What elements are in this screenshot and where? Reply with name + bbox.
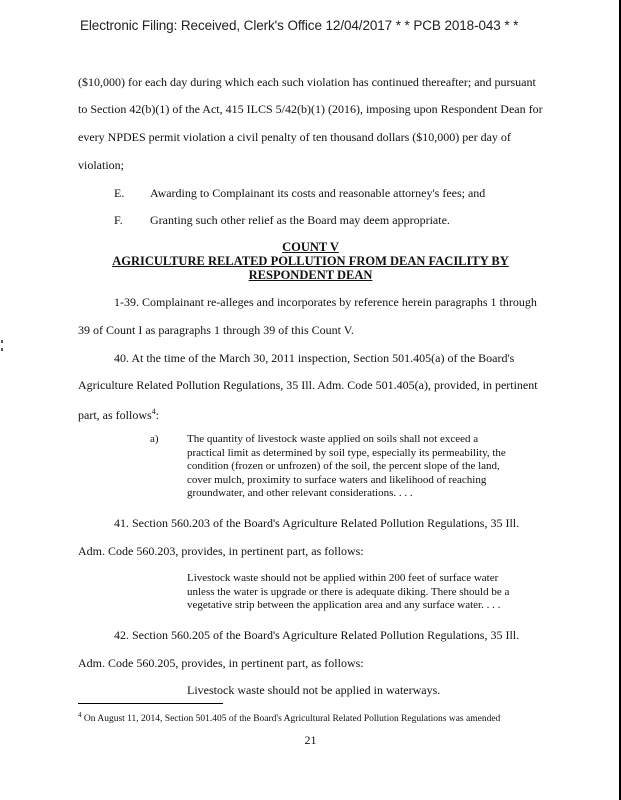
paragraph-line: Adm. Code 560.205, provides, in pertinent part, as follows: — [78, 656, 364, 670]
quote-line: unless the water is upgrade or there is adequate diking. There should be a — [187, 585, 510, 598]
count-title: COUNT V — [282, 240, 339, 254]
paragraph-line: violation; — [78, 158, 124, 172]
item-label: F. — [114, 213, 123, 227]
paragraph-line: 1-39. Complainant re-alleges and incorporates by reference herein paragraphs 1 through — [114, 295, 537, 309]
quote-label: a) — [150, 433, 159, 445]
scan-mark — [1, 348, 3, 351]
paragraph-line: Adm. Code 560.203, provides, in pertinent part, as follows: — [78, 544, 364, 558]
quote-line: The quantity of livestock waste applied on soils shall not exceed a — [187, 433, 479, 445]
paragraph-line: every NPDES permit violation a civil penalty of ten thousand dollars ($10,000) per day of — [78, 130, 511, 144]
quote-line: cover mulch, proximity to surface waters and likelihood of reaching — [187, 473, 487, 486]
paragraph-line: 41. Section 560.203 of the Board's Agriculture Related Pollution Regulations, 35 Ill. — [114, 516, 520, 530]
paragraph-text: part, as follows — [78, 408, 152, 422]
paragraph-line — [78, 405, 159, 422]
footnote — [78, 711, 500, 724]
paragraph-line: 42. Section 560.205 of the Board's Agriculture Related Pollution Regulations, 35 Ill. — [114, 628, 520, 642]
quote-line: Livestock waste should not be applied within 200 feet of surface water — [187, 572, 499, 584]
block-quote: Livestock waste should not be applied in waterways. — [187, 683, 441, 697]
paragraph-line: 39 of Count I as paragraphs 1 through 39 of this Count V. — [78, 323, 354, 337]
block-quote — [187, 572, 509, 613]
quote-line: practical limit as determined by soil type, especially its permeability, the — [187, 446, 506, 459]
paragraph-line: to Section 42(b)(1) of the Act, 415 ILCS 5/42(b)(1) (2016), imposing upon Respondent Dean for — [78, 102, 543, 116]
item-label: E. — [114, 186, 125, 200]
paragraph-line: 40. At the time of the March 30, 2011 inspection, Section 501.405(a) of the Board's — [114, 351, 515, 365]
footnote-text: On August 11, 2014, Section 501.405 of the Board's Agricultural Related Pollution Regulations was amended — [81, 714, 501, 725]
footnote-reference: 4 — [151, 407, 156, 416]
count-subtitle: AGRICULTURE RELATED POLLUTION FROM DEAN FACILITY BY — [112, 254, 509, 268]
footnote-divider — [78, 703, 223, 704]
scan-mark — [1, 340, 3, 343]
block-quote — [187, 433, 506, 501]
page-number: 21 — [304, 733, 317, 747]
paragraph-text: : — [155, 408, 159, 422]
filing-header: Electronic Filing: Received, Clerk's Office 12/04/2017 * * PCB 2018-043 * * — [80, 18, 519, 33]
paragraph-line: ($10,000) for each day during which each such violation has continued thereafter; and pursuant — [78, 75, 536, 89]
item-text: Granting such other relief as the Board may deem appropriate. — [150, 213, 450, 227]
paragraph-line: Agriculture Related Pollution Regulations, 35 Ill. Adm. Code 501.405(a), provided, in pertinent — [78, 378, 538, 392]
quote-line: groundwater, and other relevant considerations. . . . — [187, 487, 413, 499]
quote-line: condition (frozen or unfrozen) of the soil, the percent slope of the land, — [187, 460, 500, 472]
item-text: Awarding to Complainant its costs and reasonable attorney's fees; and — [150, 186, 486, 200]
quote-line: vegetative strip between the application area and any surface water. . . . — [187, 599, 501, 611]
footnote-number: 4 — [78, 711, 82, 719]
count-subtitle: RESPONDENT DEAN — [248, 268, 373, 282]
